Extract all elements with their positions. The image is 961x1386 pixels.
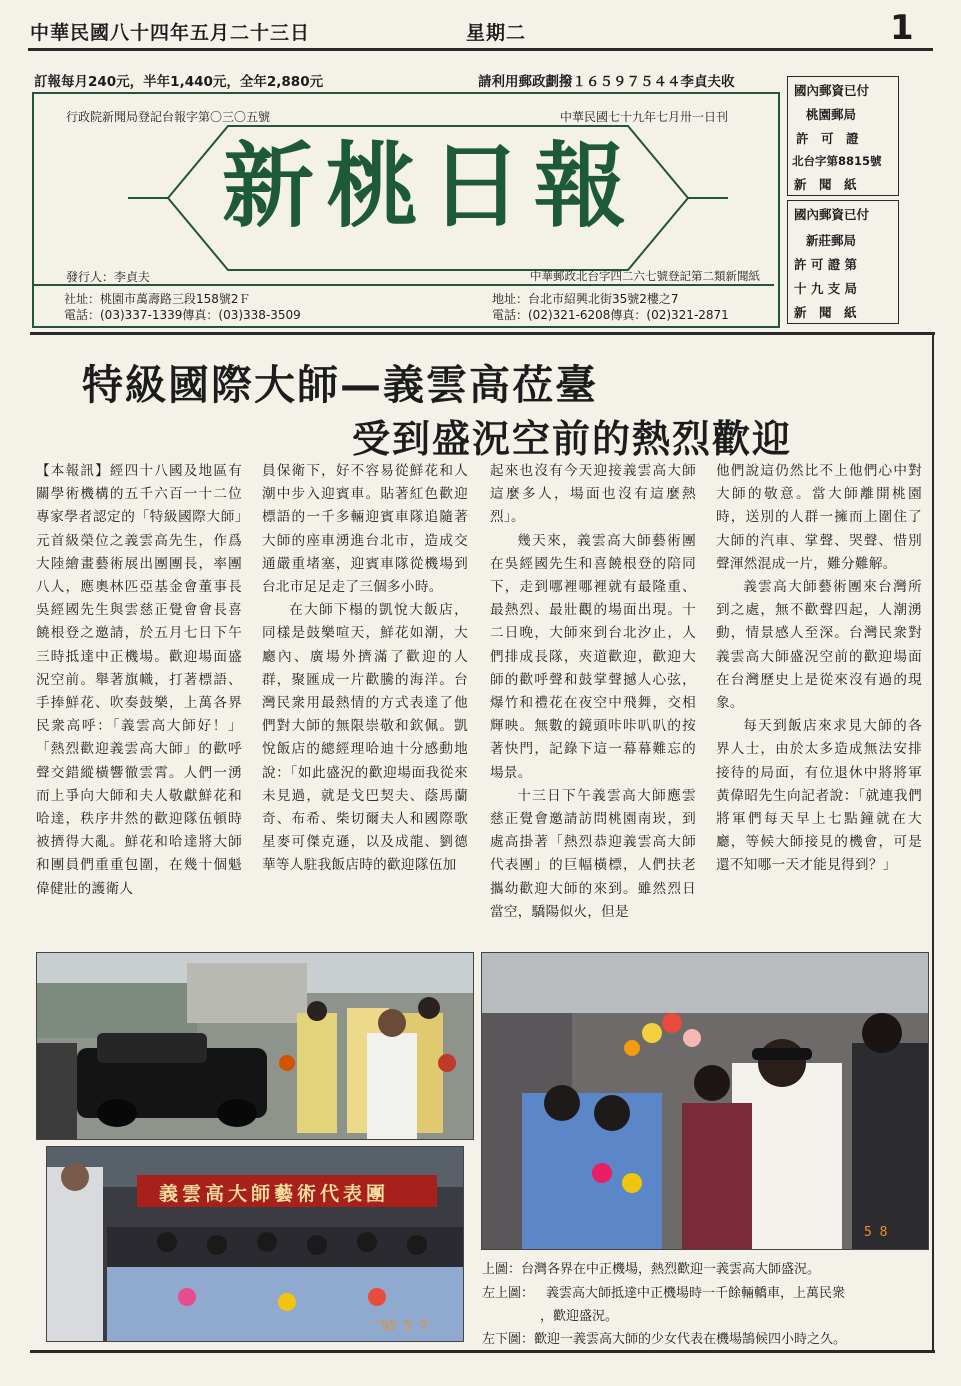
article-column-4 bbox=[716, 460, 922, 940]
subscription-rates: 訂報每月240元，半年1,440元，全年2,880元 bbox=[34, 74, 324, 90]
top-rule bbox=[28, 48, 933, 51]
article-paragraph: 起來也沒有今天迎接義雲高大師這麼多人，場面也沒有這麼熱烈」。 bbox=[490, 463, 696, 526]
article-column-2 bbox=[262, 460, 468, 940]
article-paragraph: 在大師下榻的凱悅大飯店，同樣是鼓樂喧天，鮮花如潮，大廳內、廣場外擠滿了歡迎的人群，聚匯成一片歡騰的海洋。台灣民衆用最熱情的方式表達了他們對大師的無限崇敬和欽佩。凱悅飯店的總經理哈迪十分感動地說：「如此盛況的歡迎場面我從來未見過，就是戈巴契夫、蔭馬蘭奇、布希、柴切爾夫人和國際歌星麥可傑克遜，以及成龍、劉德華等人駐我飯店時的歡迎隊伍加 bbox=[262, 602, 468, 874]
postage-box-xinzhuang bbox=[787, 200, 899, 324]
phone-right: 電話：(02)321-6208傳真：(02)321-2871 bbox=[492, 308, 729, 322]
article-paragraph: 義雲高大師藝術團來台灣所到之處，無不歡聲四起，人潮湧動，情景感人至深。台灣民衆對義雲高大師盛況空前的歡迎場面在台灣歷史上是從來沒有過的現象。 bbox=[716, 579, 922, 712]
founding-date: 中華民國七十九年七月卅一日刊 bbox=[560, 110, 729, 124]
address-right: 地址：台北市紹興北街35號2樓之7 bbox=[492, 292, 679, 306]
publisher: 發行人：李貞夫 bbox=[66, 270, 151, 284]
photo-date-stamp: 5 8 bbox=[864, 1225, 888, 1240]
caption-top: 上圖：台灣各界在中正機場，熱烈歡迎一義雲高大師盛況。 bbox=[482, 1262, 821, 1277]
postage-line: 新莊郵局 bbox=[806, 233, 857, 248]
postage-line: 北台字第8815號 bbox=[792, 154, 882, 168]
postage-line: 許 可 證 bbox=[796, 131, 859, 146]
article-right-rule bbox=[932, 332, 934, 1352]
address-left: 社址：桃園市萬壽路三段158號2Ｆ bbox=[64, 292, 251, 306]
photo-flowers-crowd bbox=[481, 952, 929, 1250]
article-paragraph: 十三日下午義雲高大師應雲慈正覺會邀請訪問桃園南崁，到處高掛著「熱烈恭迎義雲高大師代表團」的巨幅橫標，人們扶老攜幼歡迎大師的來到。雖然烈日當空，驕陽似火，但是 bbox=[490, 787, 696, 920]
postage-line: 國內郵資已付 bbox=[794, 83, 870, 98]
caption-upper-left-cont: ，歡迎盛況。 bbox=[540, 1309, 619, 1324]
postal-transfer: 請利用郵政劃撥１６５９７５４４李貞夫收 bbox=[478, 74, 735, 90]
article-paragraph: 員保衛下，好不容易從鮮花和人潮中步入迎賓車。貼著紅色歡迎標語的一千多輛迎賓車隊追隨著大師的座車湧進台北市，造成交通嚴重堵塞，迎賓車隊從機場到台北市足足走了三個多小時。 bbox=[262, 463, 468, 596]
postage-line: 國內郵資已付 bbox=[794, 207, 870, 222]
newspaper-title: 新桃日報 bbox=[221, 132, 638, 240]
issue-weekday: 星期二 bbox=[466, 22, 527, 44]
article-paragraph: 每天到飯店來求見大師的各界人士，由於太多造成無法安排接待的局面，有位退休中將將軍黃偉昭先生向記者說：「就連我們將軍們每天早上七點鐘就在大廳，等候大師接見的機會，可是還不知哪一天才能見得到？」 bbox=[716, 718, 922, 874]
caption-upper-left: 義雲高大師抵達中正機場時一千餘輛轎車，上萬民衆 bbox=[546, 1286, 846, 1301]
photo-flowers-crowd-image bbox=[482, 953, 928, 1249]
page-number: 1 bbox=[890, 8, 914, 48]
article-paragraph: 【本報訊】經四十八國及地區有關學術機構的五千六百一十二位專家學者認定的「特級國際大師」元首級榮位之義雲高先生，作爲大陸繪畫藝術展出團團長，率團八人，應奧林匹亞基金會董事長吳經國先生與雲慈正覺會會長喜饒根登之邀請，於五月七日下午三時抵達中正機場。歡迎場面盛況空前。舉著旗幟，打著標語、手捧鮮花、吹奏鼓樂，上萬各界民衆高呼：「義雲高大師好！」「熱烈歡迎義雲高大師」的歡呼聲交錯縱橫響徹雲霄。人們一湧而上爭向大師和夫人敬獻鮮花和哈達，秩序井然的歡迎隊伍頓時被擠得大亂。鮮花和哈達將大師和團員們重重包圍，在幾十個魁偉健壯的護衛人 bbox=[36, 463, 242, 897]
article-column-1 bbox=[36, 460, 242, 940]
postage-box-taoyuan bbox=[787, 76, 899, 196]
article-paragraph: 幾天來，義雲高大師藝術團在吳經國先生和喜饒根登的陪同下，走到哪裡哪裡就有最隆重、最熱烈、最壯觀的場面出現。十二日晚，大師來到台北汐止，人們排成長隊，夾道歡迎，歡迎大師的歡呼聲和鼓掌聲撼人心弦，爆竹和禮花在夜空中飛舞，交相輝映。無數的鏡頭咔咔叭叭的按著快門，記錄下這一幕幕難忘的場景。 bbox=[490, 532, 696, 781]
photo-date-stamp: '95 5 7 bbox=[373, 1319, 428, 1334]
postage-line: 桃園郵局 bbox=[806, 107, 857, 122]
postal-registration: 中華郵政北台字四二六七號登記第二類新聞紙 bbox=[530, 269, 760, 283]
article-bottom-rule bbox=[30, 1350, 935, 1353]
postage-line: 新 聞 紙 bbox=[794, 305, 857, 320]
phone-left: 電話：(03)337-1339傳真：(03)338-3509 bbox=[64, 308, 301, 322]
postage-line: 新 聞 紙 bbox=[794, 177, 857, 192]
photo-airport-motorcade-image bbox=[37, 953, 473, 1139]
postage-line: 許 可 證 第 bbox=[794, 257, 858, 272]
article-top-rule bbox=[30, 332, 935, 335]
registration-number: 行政院新聞局登記台報字第〇三〇五號 bbox=[66, 110, 271, 124]
caption-upper-left-label: 左上圖： bbox=[482, 1286, 535, 1301]
photo-girls-banner bbox=[46, 1146, 464, 1342]
photo-banner-text: 義雲高大師藝術代表團 bbox=[159, 1183, 390, 1205]
caption-lower-left: 左下圖：歡迎一義雲高大師的少女代表在機場鵠候四小時之久。 bbox=[482, 1332, 847, 1347]
masthead-inner-rule bbox=[34, 284, 774, 286]
issue-date: 中華民國八十四年五月二十三日 bbox=[30, 22, 311, 44]
photo-airport-motorcade bbox=[36, 952, 474, 1140]
photo-girls-banner-image bbox=[47, 1147, 463, 1341]
postage-line: 十 九 支 局 bbox=[794, 281, 858, 296]
headline-sub: 受到盛況空前的熱烈歡迎 bbox=[352, 417, 793, 461]
article-paragraph: 他們說這仍然比不上他們心中對大師的敬意。當大師離開桃園時，送別的人群一擁而上圍住了大師的汽車、掌聲、哭聲、惜別聲渾然混成一片，難分難解。 bbox=[716, 463, 922, 572]
article-column-3 bbox=[490, 460, 696, 940]
headline-main: 特級國際大師—義雲高莅臺 bbox=[82, 361, 598, 409]
